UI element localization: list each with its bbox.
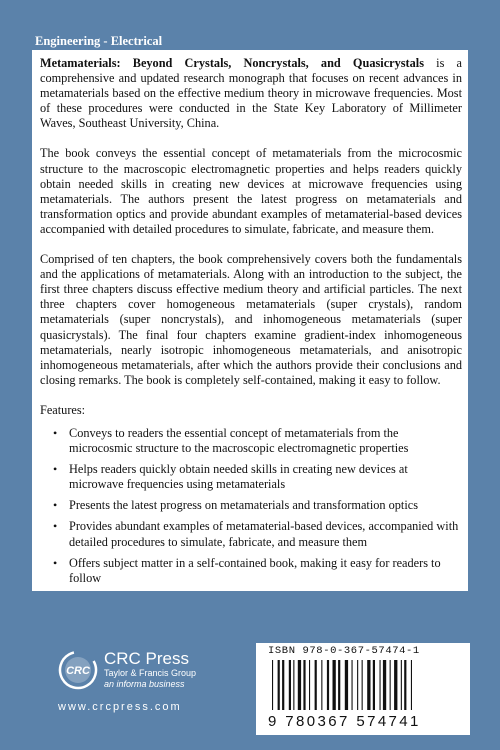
publisher-brand	[104, 650, 196, 690]
barcode-bar	[390, 660, 391, 710]
category-label: Engineering - Electrical	[35, 34, 163, 48]
barcode-bar	[282, 660, 284, 710]
chapters-paragraph: Comprised of ten chapters, the book comprehensively covers both the fundamentals and the applications of metamaterials. Along with an introduction to the subject, the first three chapters discuss effective medium theory and artificial particles. The next three chapters cover homogeneous metamaterials (super crystals), random metamaterials (super noncrystals), and inhomogeneous metamaterials (super quasicrystals). The final four chapters examine gradient-index inhomogeneous metamaterials, nearly isotropic inhomogeneous metamaterials, and anisotropic inhomogeneous metamaterials, after which the authors provide their conclusions and closing remarks. The book is completely self-contained, making it easy to follow.	[40, 252, 462, 387]
barcode-bar	[401, 660, 402, 710]
barcode-bar	[345, 660, 348, 710]
intro-text: is a comprehensive and updated research monograph that focuses on recent advances in metamaterials based on the effective medium theory in microwave frequencies. Most of these procedures were conducted in the State Key Laboratory of Millimeter Waves, Southeast University, China.	[40, 56, 463, 131]
barcode-bar	[404, 660, 406, 710]
bullet-icon: •	[53, 519, 58, 534]
barcode-bar	[380, 660, 381, 710]
feature-item: • Presents the latest progress on metamaterials and transformation optics	[53, 498, 419, 513]
barcode-bar	[298, 660, 301, 710]
crc-logo-text: CRC	[66, 665, 90, 677]
barcode-bar	[352, 660, 353, 710]
barcode-bar	[327, 660, 329, 710]
top-band	[0, 0, 500, 30]
publisher-website: www.crcpress.com	[58, 701, 182, 713]
feature-item: • Conveys to readers the essential concept of metamaterials from the microcosmic structure to the macroscopic electromagnetic properties	[53, 425, 409, 456]
description-panel	[32, 50, 468, 591]
barcode-bar	[357, 660, 358, 710]
barcode-bar	[303, 660, 305, 710]
barcode-bar	[272, 660, 273, 710]
barcode-bar	[362, 660, 363, 710]
barcode-bar	[289, 660, 291, 710]
bullet-icon: •	[53, 425, 58, 440]
barcode-bar	[315, 660, 317, 710]
concept-paragraph: The book conveys the essential concept of metamaterials from the microcosmic structure to the macroscopic electromagnetic properties and helps readers quickly obtain needed skills in creating new devices at microwave frequencies using metamaterials. The authors present the latest progress on metamaterials and transformation optics and provide abundant examples of metamaterial-based devices accompanied with detailed procedures to simulate, fabricate, and measure them.	[40, 146, 462, 236]
crc-logo-icon	[58, 650, 98, 690]
barcode-bar	[394, 660, 397, 710]
bullet-icon: •	[53, 498, 58, 513]
intro-paragraph	[40, 56, 462, 131]
publisher-business: an informa business	[104, 679, 185, 689]
feature-item: • Helps readers quickly obtain needed skills in creating new devices at microwave frequencies using metamaterials	[53, 462, 408, 492]
feature-item: • Provides abundant examples of metamaterial-based devices, accompanied with detailed procedures to simulate, fabricate, and measure them	[53, 519, 459, 549]
barcode-bar	[338, 660, 340, 710]
barcode-icon	[264, 660, 464, 712]
bullet-icon: •	[53, 555, 58, 570]
isbn-label: ISBN 978-0-367-57474-1	[268, 645, 420, 657]
publisher-group: Taylor & Francis Group	[104, 668, 197, 678]
barcode-bar	[411, 660, 412, 710]
book-title: Metamaterials: Beyond Crystals, Noncrystals, and Quasicrystals	[40, 56, 424, 70]
barcode-bar	[333, 660, 336, 710]
features-list	[40, 426, 462, 586]
barcode-number: 9 780367 574741	[268, 713, 421, 730]
barcode-bar	[383, 660, 386, 710]
barcode-bar	[367, 660, 370, 710]
features-heading: Features:	[40, 402, 86, 417]
bullet-icon: •	[53, 462, 58, 477]
barcode-bar	[309, 660, 310, 710]
barcode-bar	[321, 660, 322, 710]
barcode-bar	[373, 660, 375, 710]
feature-item: • Offers subject matter in a self-contained book, making it easy for readers to follow	[53, 555, 441, 585]
barcode-bar	[278, 660, 280, 710]
publisher-name: CRC Press	[104, 649, 190, 668]
barcode-bar	[293, 660, 294, 710]
